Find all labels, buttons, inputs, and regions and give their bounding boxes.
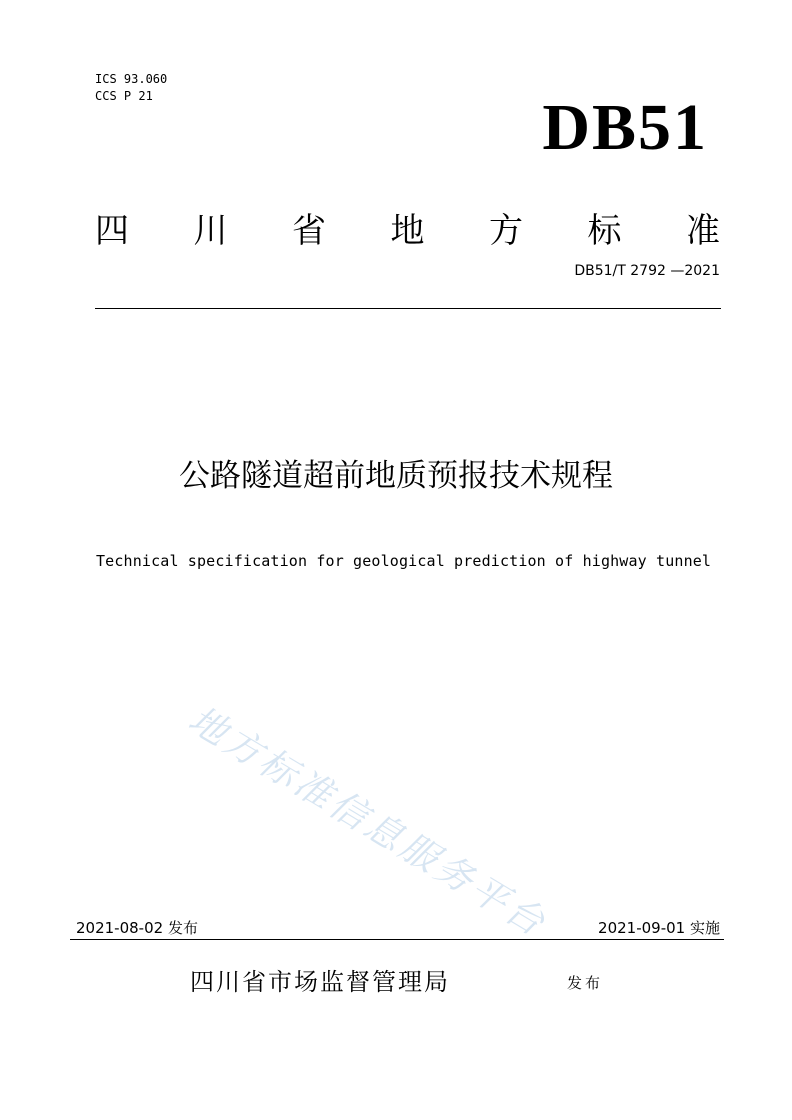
standard-type-char: 标	[587, 210, 622, 251]
standard-type-char: 准	[686, 210, 720, 251]
standard-type-char: 四	[95, 210, 129, 251]
standard-code-large: DB51	[542, 91, 708, 164]
document-title-english: Technical specification for geological prediction of highway tunnel	[96, 552, 712, 570]
issue-date: 2021-08-02 发布	[76, 919, 198, 937]
standard-type-char: 川	[193, 210, 228, 251]
standard-type-title	[95, 202, 720, 252]
issue-verb: 发布	[567, 974, 604, 992]
ccs-code: CCS P 21	[95, 89, 153, 103]
watermark: 地方标准信息服务平台	[181, 697, 555, 946]
top-divider	[95, 308, 721, 309]
document-title-chinese: 公路隧道超前地质预报技术规程	[179, 458, 613, 494]
standard-type-char: 地	[390, 210, 425, 251]
bottom-divider	[70, 939, 724, 940]
classification-codes	[95, 71, 167, 105]
ics-code: ICS 93.060	[95, 72, 168, 86]
standard-type-char: 方	[489, 210, 523, 251]
implementation-date: 2021-09-01 实施	[598, 919, 720, 937]
standard-number: DB51/T 2792 —2021	[574, 263, 720, 279]
issuing-authority: 四川省市场监督管理局	[190, 968, 450, 996]
standard-type-char: 省	[292, 210, 326, 251]
